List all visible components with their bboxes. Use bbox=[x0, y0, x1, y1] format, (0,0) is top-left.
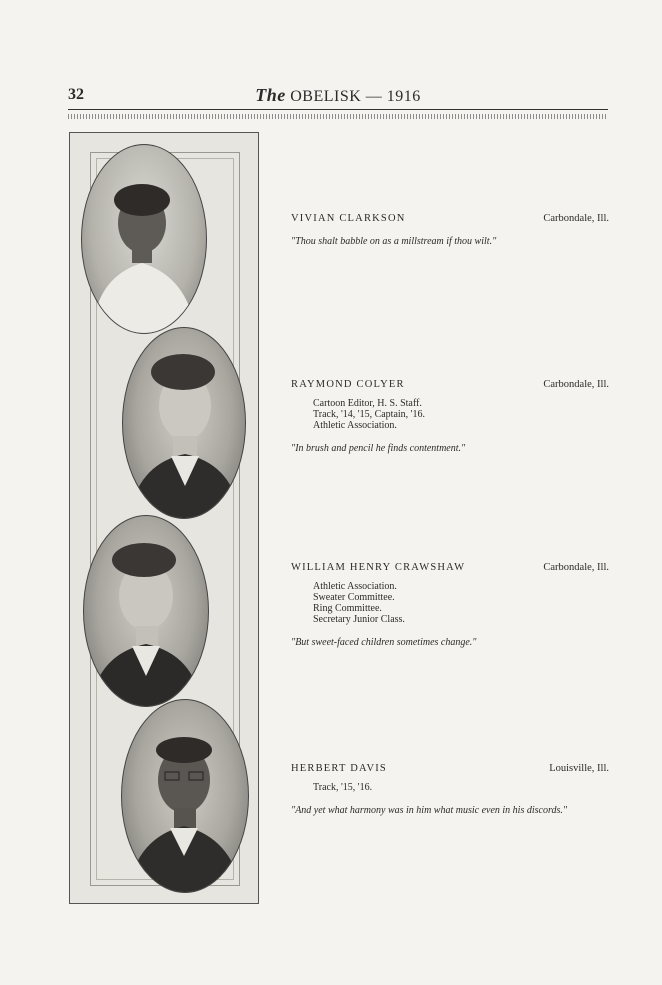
student-quote: "In brush and pencil he finds contentment." bbox=[291, 443, 466, 454]
activity-item: Track, '15, '16. bbox=[313, 782, 373, 793]
senior-entry-clarkson bbox=[291, 213, 609, 248]
running-title bbox=[68, 85, 608, 106]
student-hometown: Carbondale, Ill. bbox=[543, 379, 609, 390]
activity-item: Cartoon Editor, H. S. Staff. bbox=[313, 398, 422, 409]
activity-item: Athletic Association. bbox=[313, 420, 397, 431]
portrait-silhouette-icon bbox=[123, 328, 245, 518]
portrait-photo-clarkson bbox=[81, 144, 207, 334]
portrait-silhouette-icon bbox=[122, 700, 248, 892]
portrait-photo-davis bbox=[121, 699, 249, 893]
activity-item: Secretary Junior Class. bbox=[313, 614, 405, 625]
senior-entry-colyer bbox=[291, 379, 609, 455]
student-quote: "Thou shalt babble on as a millstream if thou wilt." bbox=[291, 236, 497, 247]
activity-item: Sweater Committee. bbox=[313, 592, 395, 603]
title-italic: The bbox=[255, 85, 286, 105]
student-hometown: Carbondale, Ill. bbox=[543, 562, 609, 573]
senior-entry-davis bbox=[291, 763, 609, 817]
activity-list bbox=[313, 782, 609, 793]
portrait-photo-colyer bbox=[122, 327, 246, 519]
student-hometown: Louisville, Ill. bbox=[549, 763, 609, 774]
activity-list bbox=[313, 398, 609, 431]
student-name: HERBERT DAVIS bbox=[291, 763, 387, 774]
student-name: RAYMOND COLYER bbox=[291, 379, 405, 390]
student-name: VIVIAN CLARKSON bbox=[291, 213, 406, 224]
header-rule bbox=[68, 109, 608, 110]
portrait-photo-crawshaw bbox=[83, 515, 209, 707]
activity-item: Athletic Association. bbox=[313, 581, 397, 592]
portrait-frame bbox=[69, 132, 259, 904]
activity-item: Ring Committee. bbox=[313, 603, 382, 614]
header-hatched-rule bbox=[68, 114, 608, 119]
running-header bbox=[68, 82, 608, 112]
senior-entry-crawshaw bbox=[291, 562, 609, 649]
activity-item: Track, '14, '15, Captain, '16. bbox=[313, 409, 425, 420]
portrait-silhouette-icon bbox=[84, 516, 208, 706]
student-quote: "And yet what harmony was in him what music even in his discords." bbox=[291, 805, 568, 816]
page-number: 32 bbox=[68, 86, 84, 103]
student-name: WILLIAM HENRY CRAWSHAW bbox=[291, 562, 466, 573]
student-quote: "But sweet-faced children sometimes change." bbox=[291, 637, 477, 648]
activity-list bbox=[313, 581, 609, 625]
title-main: OBELISK — 1916 bbox=[290, 88, 421, 105]
student-hometown: Carbondale, Ill. bbox=[543, 213, 609, 224]
portrait-silhouette-icon bbox=[82, 145, 206, 333]
